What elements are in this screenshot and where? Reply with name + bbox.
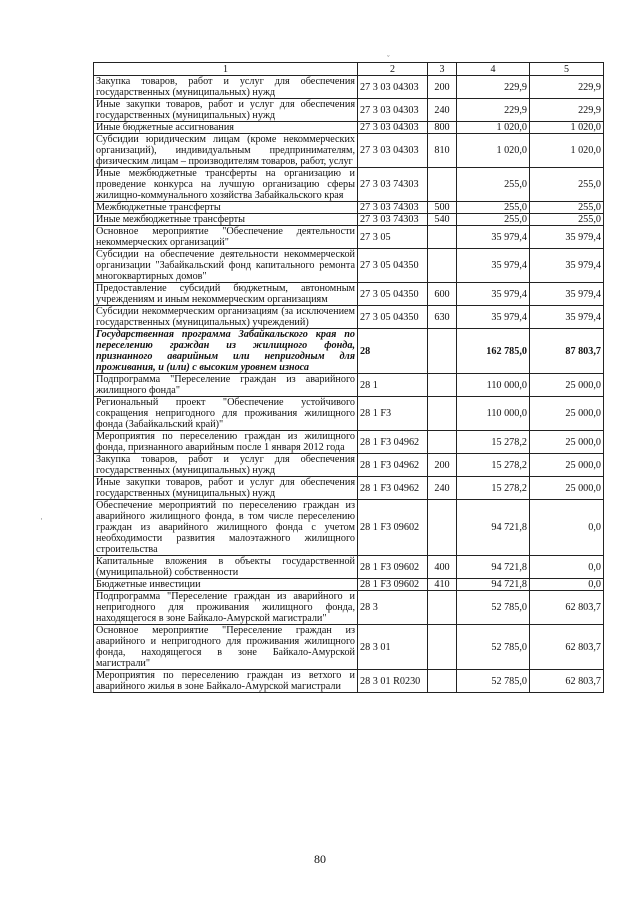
table-row xyxy=(94,374,604,397)
row-code-cell: 28 1 xyxy=(358,374,428,397)
table-row xyxy=(94,226,604,249)
row-sum-2024-cell: 255,0 xyxy=(457,214,530,226)
row-sum-2025-cell: 0,0 xyxy=(530,579,604,591)
row-name-cell: Основное мероприятие "Обеспечение деятельности некоммерческих организаций" xyxy=(94,226,358,249)
row-name-cell: Мероприятия по переселению граждан из жилищного фонда, признанного аварийным после 1 января 2012 года xyxy=(94,431,358,454)
row-sum-2025-cell: 25 000,0 xyxy=(530,374,604,397)
row-sum-2024-cell: 15 278,2 xyxy=(457,431,530,454)
row-sum-2024-cell: 1 020,0 xyxy=(457,134,530,168)
row-code-cell: 27 3 05 04350 xyxy=(358,283,428,306)
row-code-cell: 28 1 F3 09602 xyxy=(358,500,428,556)
row-sum-2025-cell: 1 020,0 xyxy=(530,122,604,134)
row-expense-type-cell: 800 xyxy=(428,122,457,134)
row-expense-type-cell xyxy=(428,329,457,374)
row-sum-2024-cell: 110 000,0 xyxy=(457,397,530,431)
table-row xyxy=(94,500,604,556)
row-sum-2024-cell: 15 278,2 xyxy=(457,454,530,477)
row-code-cell: 27 3 03 04303 xyxy=(358,76,428,99)
row-sum-2024-cell: 229,9 xyxy=(457,76,530,99)
row-sum-2024-cell: 52 785,0 xyxy=(457,625,530,670)
table-row xyxy=(94,670,604,693)
row-sum-2024-cell: 110 000,0 xyxy=(457,374,530,397)
row-name-cell: Предоставление субсидий бюджетным, автономным учреждениям и иным некоммерческим организациям xyxy=(94,283,358,306)
header-col-2: 2 xyxy=(358,63,428,76)
row-code-cell: 27 3 03 74303 xyxy=(358,214,428,226)
row-expense-type-cell xyxy=(428,397,457,431)
row-code-cell: 27 3 03 04303 xyxy=(358,99,428,122)
row-expense-type-cell xyxy=(428,374,457,397)
row-code-cell: 27 3 03 74303 xyxy=(358,168,428,202)
table-row xyxy=(94,329,604,374)
row-name-cell: Региональный проект "Обеспечение устойчивого сокращения непригодного для проживания жилищного фонда (Забайкальский край)" xyxy=(94,397,358,431)
row-expense-type-cell: 240 xyxy=(428,99,457,122)
row-name-cell: Государственная программа Забайкальского края по переселению граждан из жилищного фонда, признанного аварийным или непригодным для проживания, и (или) с высоким уровнем износа xyxy=(94,329,358,374)
row-sum-2025-cell: 25 000,0 xyxy=(530,431,604,454)
scan-side-mark: · xyxy=(40,514,43,524)
row-expense-type-cell: 600 xyxy=(428,283,457,306)
row-sum-2025-cell: 255,0 xyxy=(530,202,604,214)
row-code-cell: 27 3 05 04350 xyxy=(358,249,428,283)
row-expense-type-cell: 200 xyxy=(428,76,457,99)
row-sum-2025-cell: 35 979,4 xyxy=(530,249,604,283)
row-name-cell: Межбюджетные трансферты xyxy=(94,202,358,214)
row-sum-2024-cell: 35 979,4 xyxy=(457,226,530,249)
row-sum-2024-cell: 94 721,8 xyxy=(457,556,530,579)
row-name-cell: Субсидии юридическим лицам (кроме некоммерческих организаций), индивидуальным предпринимателям, физическим лицам – производителям товаров, работ, услуг xyxy=(94,134,358,168)
row-name-cell: Обеспечение мероприятий по переселению граждан из аварийного жилищного фонда, в том числе переселению граждан из аварийного жилищного фонда с учетом необходимости развития малоэтажного жилищного строительства xyxy=(94,500,358,556)
row-expense-type-cell: 410 xyxy=(428,579,457,591)
row-expense-type-cell xyxy=(428,249,457,283)
row-expense-type-cell xyxy=(428,591,457,625)
row-expense-type-cell: 400 xyxy=(428,556,457,579)
row-name-cell: Субсидии на обеспечение деятельности некоммерческой организации "Забайкальский фонд капитального ремонта многоквартирных домов" xyxy=(94,249,358,283)
row-sum-2024-cell: 35 979,4 xyxy=(457,249,530,283)
table-row xyxy=(94,122,604,134)
row-sum-2024-cell: 52 785,0 xyxy=(457,670,530,693)
row-code-cell: 28 xyxy=(358,329,428,374)
row-code-cell: 28 1 F3 09602 xyxy=(358,556,428,579)
row-code-cell: 28 1 F3 09602 xyxy=(358,579,428,591)
row-expense-type-cell: 500 xyxy=(428,202,457,214)
row-code-cell: 27 3 05 xyxy=(358,226,428,249)
row-name-cell: Иные бюджетные ассигнования xyxy=(94,122,358,134)
row-sum-2025-cell: 62 803,7 xyxy=(530,625,604,670)
table-row xyxy=(94,202,604,214)
table-row xyxy=(94,431,604,454)
header-col-1: 1 xyxy=(94,63,358,76)
row-sum-2025-cell: 0,0 xyxy=(530,500,604,556)
row-code-cell: 28 1 F3 04962 xyxy=(358,431,428,454)
row-sum-2025-cell: 62 803,7 xyxy=(530,591,604,625)
row-name-cell: Иные закупки товаров, работ и услуг для обеспечения государственных (муниципальных) нужд xyxy=(94,99,358,122)
row-name-cell: Закупка товаров, работ и услуг для обеспечения государственных (муниципальных) нужд xyxy=(94,76,358,99)
row-expense-type-cell xyxy=(428,226,457,249)
row-expense-type-cell xyxy=(428,670,457,693)
row-code-cell: 28 1 F3 xyxy=(358,397,428,431)
row-expense-type-cell xyxy=(428,500,457,556)
row-sum-2025-cell: 87 803,7 xyxy=(530,329,604,374)
row-sum-2025-cell: 0,0 xyxy=(530,556,604,579)
table-row xyxy=(94,134,604,168)
row-sum-2025-cell: 229,9 xyxy=(530,76,604,99)
row-sum-2025-cell: 255,0 xyxy=(530,168,604,202)
row-expense-type-cell xyxy=(428,431,457,454)
row-sum-2025-cell: 229,9 xyxy=(530,99,604,122)
row-expense-type-cell: 540 xyxy=(428,214,457,226)
row-sum-2024-cell: 15 278,2 xyxy=(457,477,530,500)
budget-table-body xyxy=(94,63,604,693)
row-name-cell: Субсидии некоммерческим организациям (за исключением государственных (муниципальных) учреждений) xyxy=(94,306,358,329)
table-row xyxy=(94,397,604,431)
header-col-4: 4 xyxy=(457,63,530,76)
row-name-cell: Основное мероприятие "Переселение граждан из аварийного и непригодного для проживания жилищного фонда, находящегося в зоне Байкало-Амурской магистрали" xyxy=(94,625,358,670)
table-row xyxy=(94,214,604,226)
row-sum-2024-cell: 94 721,8 xyxy=(457,500,530,556)
row-name-cell: Подпрограмма "Переселение граждан из аварийного и непригодного для проживания жилищного фонда, находящегося в зоне Байкало-Амурской магистрали" xyxy=(94,591,358,625)
row-sum-2025-cell: 25 000,0 xyxy=(530,477,604,500)
row-code-cell: 28 1 F3 04962 xyxy=(358,454,428,477)
table-row xyxy=(94,249,604,283)
row-sum-2025-cell: 1 020,0 xyxy=(530,134,604,168)
row-sum-2025-cell: 62 803,7 xyxy=(530,670,604,693)
row-code-cell: 27 3 03 04303 xyxy=(358,134,428,168)
table-row xyxy=(94,283,604,306)
row-sum-2024-cell: 255,0 xyxy=(457,168,530,202)
row-name-cell: Подпрограмма "Переселение граждан из аварийного жилищного фонда" xyxy=(94,374,358,397)
row-expense-type-cell: 240 xyxy=(428,477,457,500)
header-col-5: 5 xyxy=(530,63,604,76)
row-sum-2025-cell: 25 000,0 xyxy=(530,454,604,477)
row-name-cell: Бюджетные инвестиции xyxy=(94,579,358,591)
row-code-cell: 27 3 05 04350 xyxy=(358,306,428,329)
row-name-cell: Иные межбюджетные трансферты на организацию и проведение конкурса на лучшую организацию сферы жилищно-коммунального хозяйства Забайкальского края xyxy=(94,168,358,202)
row-expense-type-cell: 810 xyxy=(428,134,457,168)
table-row xyxy=(94,99,604,122)
row-sum-2024-cell: 52 785,0 xyxy=(457,591,530,625)
row-code-cell: 28 3 xyxy=(358,591,428,625)
row-sum-2025-cell: 35 979,4 xyxy=(530,306,604,329)
row-sum-2025-cell: 255,0 xyxy=(530,214,604,226)
table-row xyxy=(94,454,604,477)
row-sum-2024-cell: 94 721,8 xyxy=(457,579,530,591)
table-row xyxy=(94,591,604,625)
row-expense-type-cell: 630 xyxy=(428,306,457,329)
row-expense-type-cell xyxy=(428,168,457,202)
table-row xyxy=(94,306,604,329)
scan-tick-mark: ˇ xyxy=(387,54,390,63)
row-sum-2025-cell: 35 979,4 xyxy=(530,226,604,249)
row-sum-2024-cell: 1 020,0 xyxy=(457,122,530,134)
row-sum-2024-cell: 162 785,0 xyxy=(457,329,530,374)
row-code-cell: 27 3 03 04303 xyxy=(358,122,428,134)
row-name-cell: Закупка товаров, работ и услуг для обеспечения государственных (муниципальных) нужд xyxy=(94,454,358,477)
row-expense-type-cell: 200 xyxy=(428,454,457,477)
row-code-cell: 28 3 01 R0230 xyxy=(358,670,428,693)
row-sum-2024-cell: 255,0 xyxy=(457,202,530,214)
header-col-3: 3 xyxy=(428,63,457,76)
row-sum-2024-cell: 229,9 xyxy=(457,99,530,122)
budget-table xyxy=(93,62,604,693)
row-name-cell: Иные закупки товаров, работ и услуг для обеспечения государственных (муниципальных) нужд xyxy=(94,477,358,500)
table-row xyxy=(94,579,604,591)
page-number: 80 xyxy=(314,852,326,866)
row-sum-2025-cell: 35 979,4 xyxy=(530,283,604,306)
table-row xyxy=(94,625,604,670)
row-expense-type-cell xyxy=(428,625,457,670)
table-row xyxy=(94,168,604,202)
table-row xyxy=(94,76,604,99)
table-row xyxy=(94,556,604,579)
row-name-cell: Мероприятия по переселению граждан из ветхого и аварийного жилья в зоне Байкало-Амурской магистрали xyxy=(94,670,358,693)
row-code-cell: 28 3 01 xyxy=(358,625,428,670)
row-code-cell: 28 1 F3 04962 xyxy=(358,477,428,500)
row-sum-2025-cell: 25 000,0 xyxy=(530,397,604,431)
table-header-row xyxy=(94,63,604,76)
row-code-cell: 27 3 03 74303 xyxy=(358,202,428,214)
row-sum-2024-cell: 35 979,4 xyxy=(457,306,530,329)
row-sum-2024-cell: 35 979,4 xyxy=(457,283,530,306)
row-name-cell: Капитальные вложения в объекты государственной (муниципальной) собственности xyxy=(94,556,358,579)
table-row xyxy=(94,477,604,500)
row-name-cell: Иные межбюджетные трансферты xyxy=(94,214,358,226)
